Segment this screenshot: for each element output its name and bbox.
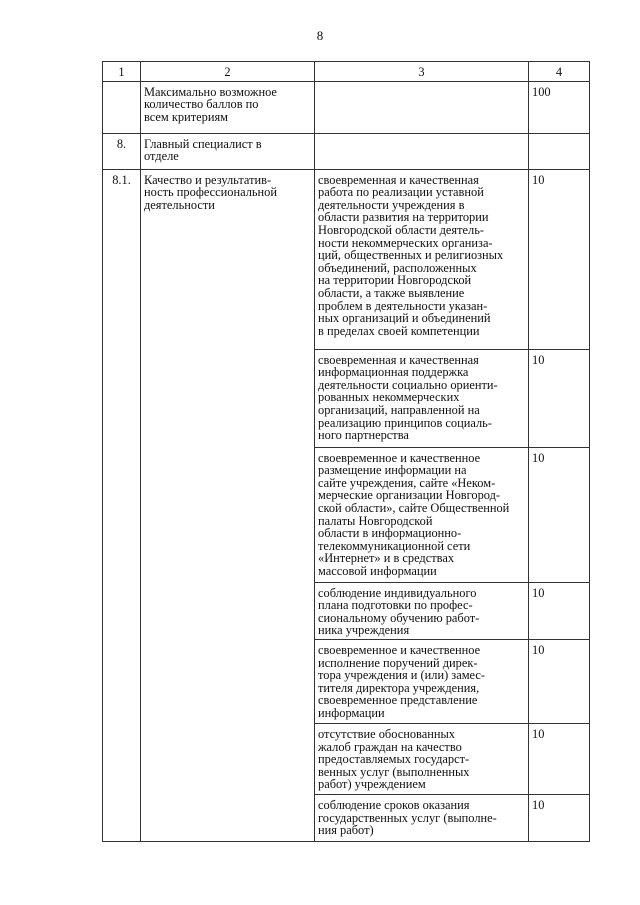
header-cell-1: 1 (103, 62, 141, 82)
criterion-text: своевременное и качественное исполнение поручений дирек- тора учреждения и (или) замес- тителя директора учреждения, своевременное представление информации (315, 639, 529, 723)
max-score-row (103, 81, 590, 133)
header-cell-2: 2 (141, 62, 315, 82)
position-points-cell (529, 133, 590, 169)
criterion-text: отсутствие обоснованных жалоб граждан на качество предоставляемых государст- венных услуг (выполненных работ) учреждением (315, 723, 529, 794)
criterion-points: 10 (529, 794, 590, 841)
criterion-row (103, 169, 590, 349)
max-score-label: Максимально возможное количество баллов по всем критериям (141, 81, 315, 133)
criterion-points: 10 (529, 349, 590, 447)
position-criterion-cell (315, 133, 529, 169)
header-cell-3: 3 (315, 62, 529, 82)
criterion-text: соблюдение индивидуального плана подготовки по профес- сиональному обучению работ- ника учреждения (315, 582, 529, 639)
max-score-value: 100 (529, 81, 590, 133)
criterion-text: своевременная и качественная информационная поддержка деятельности социально ориенти- рованных некоммерческих организаций, направленной на реализацию принципов социаль- ного партнерства (315, 349, 529, 447)
criteria-table (102, 61, 590, 842)
criterion-text: своевременное и качественное размещение информации на сайте учреждения, сайте «Неком- мерческие организации Новгород- ской области», сайте Общественной палаты Новгородской области в информационно- телекоммуникационной сети «Интернет» и в средствах массовой информации (315, 447, 529, 582)
header-row (103, 62, 590, 82)
criterion-text: своевременная и качественная работа по реализации уставной деятельности учреждения в области развития на территории Новгородской области деятель- ности некоммерческих организа- ций, общественных и религиозных объединений, расположенных на территории Новгородской области, а также выявление проблем в деятельности указан- ных организаций и объединений в пределах своей компетенции (315, 169, 529, 349)
criterion-points: 10 (529, 723, 590, 794)
page-number: 8 (316, 28, 324, 43)
position-number: 8. (103, 133, 141, 169)
criterion-points: 10 (529, 169, 590, 349)
max-score-criterion-cell (315, 81, 529, 133)
indicator-title: Качество и результатив- ность профессиональной деятельности (141, 169, 315, 841)
header-cell-4: 4 (529, 62, 590, 82)
position-row-8 (103, 133, 590, 169)
criterion-points: 10 (529, 639, 590, 723)
position-title: Главный специалист в отделе (141, 133, 315, 169)
criterion-points: 10 (529, 447, 590, 582)
criterion-text: соблюдение сроков оказания государственных услуг (выполне- ния работ) (315, 794, 529, 841)
max-score-number-cell (103, 81, 141, 133)
criterion-points: 10 (529, 582, 590, 639)
indicator-number: 8.1. (103, 169, 141, 841)
